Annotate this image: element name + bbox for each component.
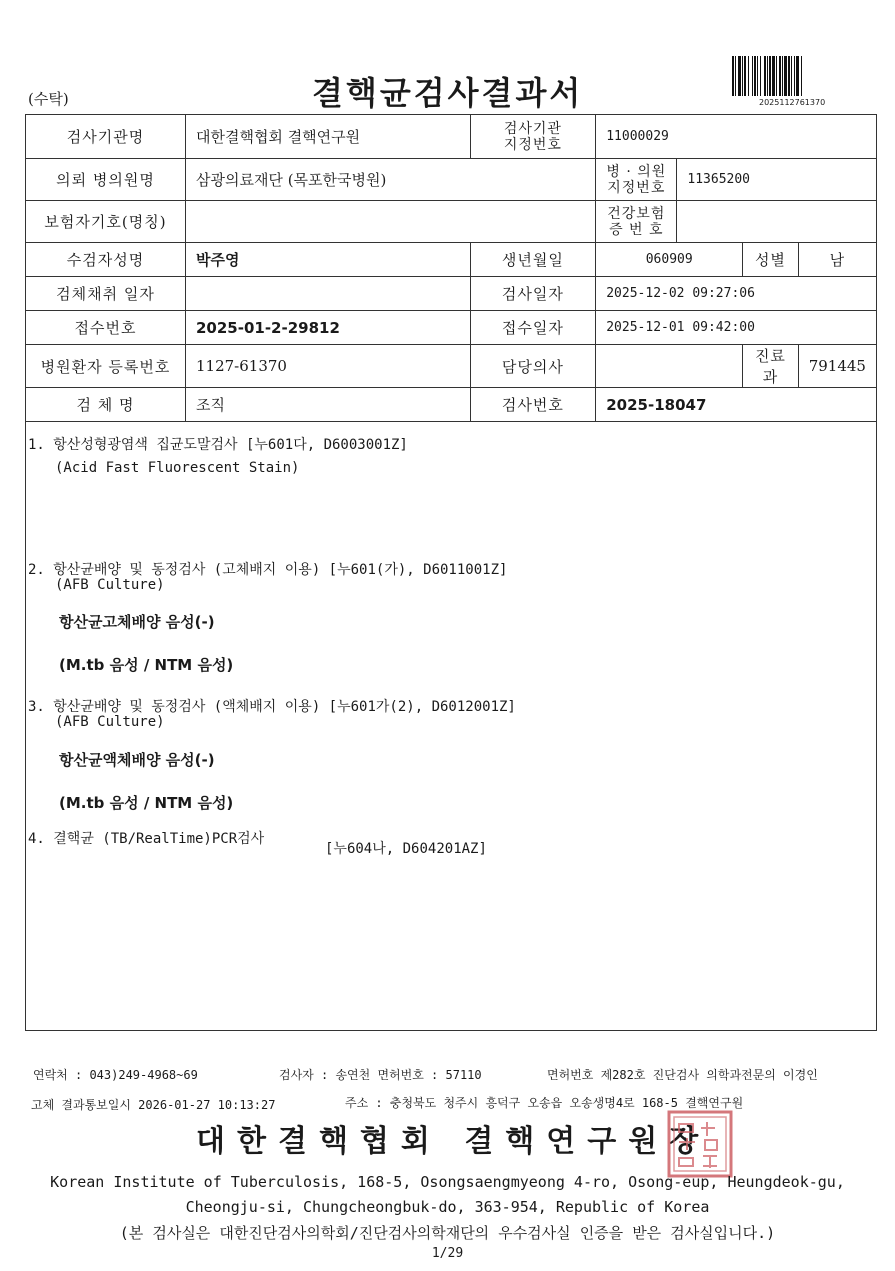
test-4-code: [누604나, D604201AZ]: [325, 841, 487, 857]
reg-no: 1127-61370: [185, 345, 470, 388]
test-4-title: 4. 결핵균 (TB/RealTime)PCR검사: [28, 831, 265, 847]
contact: 연락처 : 043)249-4968~69: [33, 1068, 198, 1082]
receipt-no-label: 접수번호: [26, 311, 186, 345]
english-address-line2: Cheongju-si, Chungcheongbuk-do, 363-954, Republic of Korea: [185, 1198, 710, 1216]
test-2-result-detail: (M.tb 음성 / NTM 음성): [59, 656, 234, 674]
test-3-title: 3. 항산균배양 및 동정검사 (액체배지 이용) [누601가(2), D6012001Z]: [28, 699, 516, 715]
lab-name-label: 검사기관명: [26, 115, 186, 159]
test-3-result-detail: (M.tb 음성 / NTM 음성): [59, 794, 234, 812]
specimen-label: 검 체 명: [26, 388, 186, 422]
consign-label: (수탁): [28, 90, 69, 108]
test-2-result: 항산균고체배양 음성(-): [59, 613, 215, 631]
lab-code: 11000029: [596, 115, 877, 159]
test-3-sub: (AFB Culture): [55, 714, 165, 730]
barcode-number: 20251127613​70: [759, 98, 826, 107]
report-time: 고체 결과통보일시 2026-01-27 10:13:27: [31, 1098, 276, 1112]
dept-label: 진료과: [743, 345, 799, 388]
english-address-line1: Korean Institute of Tuberculosis, 168-5, Osongsaengmyeong 4-ro, Osong-eup, Heungdeok-gu,: [50, 1173, 845, 1191]
test-2-sub: (AFB Culture): [55, 577, 165, 593]
specialist: 면허번호 제282호 진단검사 의학과전문의 이경인: [547, 1068, 818, 1082]
specimen: 조직: [185, 388, 470, 422]
insured: [185, 201, 595, 243]
receipt-no: 2025-01-2-29812: [185, 311, 470, 345]
patient-name: 박주영: [185, 243, 470, 277]
examiner: 검사자 : 송연천 면허번호 : 57110: [279, 1068, 482, 1082]
test-no: 2025-18047: [596, 388, 877, 422]
barcode: [732, 56, 830, 96]
test-2-title: 2. 항산균배양 및 동정검사 (고체배지 이용) [누601(가), D6011001Z]: [28, 562, 508, 578]
reg-no-label: 병원환자 등록번호: [26, 345, 186, 388]
lab-code-label: [470, 115, 596, 159]
health-card: [677, 201, 877, 243]
doctor-label: 담당의사: [470, 345, 596, 388]
official-seal: [667, 1110, 733, 1178]
test-3-result: 항산균액체배양 음성(-): [59, 751, 215, 769]
test-1-sub: (Acid Fast Fluorescent Stain): [55, 460, 300, 476]
test-1-title: 1. 항산성형광염색 집균도말검사 [누601다, D6003001Z]: [28, 437, 408, 453]
clinic-code-label: [596, 159, 677, 201]
collect-date: [185, 277, 470, 311]
health-card-label-text: 건강보험 증 번 호: [607, 205, 666, 238]
health-card-label: [596, 201, 677, 243]
clinic-code: 11365200: [677, 159, 877, 201]
test-date: 2025-12-02 09:27:06: [596, 277, 877, 311]
patient-name-label: 수검자성명: [26, 243, 186, 277]
insured-label: 보험자기호(명칭): [26, 201, 186, 243]
sex: 남: [798, 243, 876, 277]
certification-note: (본 검사실은 대한진단검사의학회/진단검사의학재단의 우수검사실 인증을 받은 검사실입니다.): [119, 1224, 776, 1242]
dept: 791445: [798, 345, 876, 388]
patient-info-table: [25, 114, 877, 422]
sex-label: 성별: [743, 243, 799, 277]
birth: 060909: [596, 243, 743, 277]
clinic-code-label-text: 병 · 의원 지정번호: [606, 163, 667, 196]
lab-name: 대한결핵협회 결핵연구원: [185, 115, 470, 159]
lab-code-label-text: 검사기관 지정번호: [503, 120, 562, 153]
receipt-date-label: 접수일자: [470, 311, 596, 345]
birth-label: 생년월일: [470, 243, 596, 277]
institute-name: 대한결핵협회 결핵연구원장: [196, 1124, 711, 1159]
test-no-label: 검사번호: [470, 388, 596, 422]
test-date-label: 검사일자: [470, 277, 596, 311]
page-title: 결핵균검사결과서: [312, 74, 584, 112]
receipt-date: 2025-12-01 09:42:00: [596, 311, 877, 345]
req-hospital: 삼광의료재단 (목포한국병원): [185, 159, 595, 201]
req-hospital-label: 의뢰 병의원명: [26, 159, 186, 201]
doctor: [596, 345, 743, 388]
collect-date-label: 검체채취 일자: [26, 277, 186, 311]
address: 주소 : 충청북도 청주시 흥덕구 오송읍 오송생명4로 168-5 결핵연구원: [345, 1096, 744, 1110]
page-number: 1/29: [431, 1246, 464, 1261]
